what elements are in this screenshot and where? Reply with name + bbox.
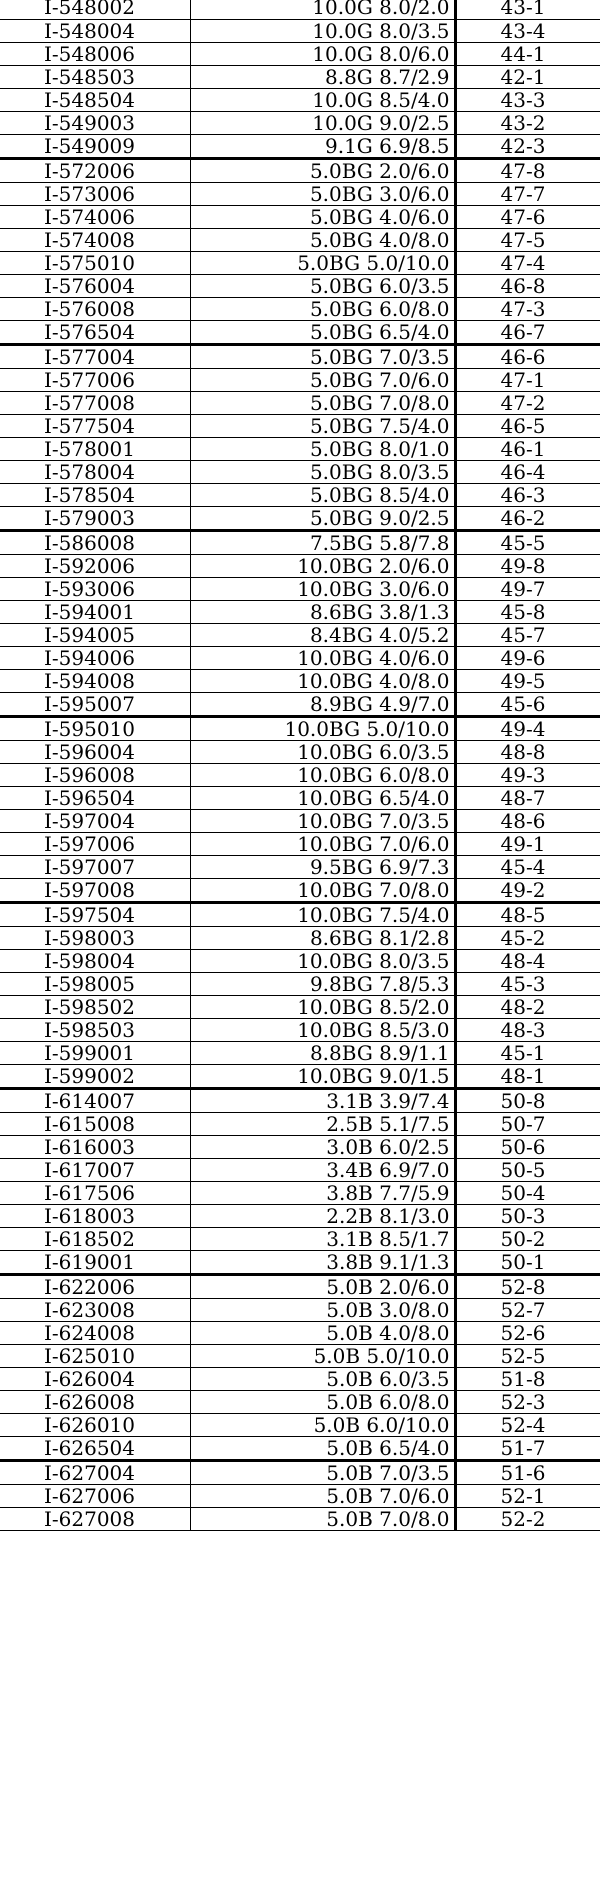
table-row <box>0 1088 600 1112</box>
munsell-notation-cell: 5.0BG 4.0/8.0 <box>190 228 455 251</box>
color-id-cell: I-626008 <box>0 1390 190 1413</box>
munsell-notation-cell: 9.1G 6.9/8.5 <box>190 134 455 158</box>
color-id-cell: I-577504 <box>0 414 190 437</box>
reference-code-cell: 48-5 <box>455 902 600 926</box>
table-row <box>0 786 600 809</box>
color-id-cell: I-626504 <box>0 1436 190 1460</box>
table-row <box>0 205 600 228</box>
munsell-notation-cell: 8.8G 8.7/2.9 <box>190 65 455 88</box>
reference-code-cell: 50-8 <box>455 1088 600 1112</box>
reference-code-cell: 52-8 <box>455 1274 600 1298</box>
munsell-notation-cell: 10.0BG 9.0/1.5 <box>190 1064 455 1088</box>
color-id-cell: I-548004 <box>0 19 190 42</box>
reference-code-cell: 51-6 <box>455 1460 600 1484</box>
reference-code-cell: 52-3 <box>455 1390 600 1413</box>
color-id-cell: I-594005 <box>0 623 190 646</box>
color-id-cell: I-586008 <box>0 530 190 554</box>
color-id-cell: I-578001 <box>0 437 190 460</box>
color-id-cell: I-548006 <box>0 42 190 65</box>
table-row <box>0 832 600 855</box>
color-id-cell: I-597007 <box>0 855 190 878</box>
table-row <box>0 1250 600 1274</box>
reference-code-cell: 48-1 <box>455 1064 600 1088</box>
table-row <box>0 0 600 19</box>
table-row <box>0 646 600 669</box>
color-id-cell: I-619001 <box>0 1250 190 1274</box>
reference-code-cell: 47-2 <box>455 391 600 414</box>
table-row <box>0 995 600 1018</box>
munsell-notation-cell: 3.4B 6.9/7.0 <box>190 1158 455 1181</box>
reference-code-cell: 50-2 <box>455 1227 600 1250</box>
munsell-notation-cell: 5.0BG 7.0/3.5 <box>190 344 455 368</box>
munsell-notation-cell: 5.0BG 9.0/2.5 <box>190 506 455 530</box>
table-row <box>0 600 600 623</box>
table-row <box>0 297 600 320</box>
table-row <box>0 1413 600 1436</box>
reference-code-cell: 51-7 <box>455 1436 600 1460</box>
reference-code-cell: 47-7 <box>455 182 600 205</box>
munsell-notation-cell: 10.0BG 7.0/8.0 <box>190 878 455 902</box>
color-id-cell: I-618003 <box>0 1204 190 1227</box>
reference-code-cell: 48-6 <box>455 809 600 832</box>
reference-code-cell: 45-1 <box>455 1041 600 1064</box>
color-id-cell: I-624008 <box>0 1321 190 1344</box>
color-id-cell: I-596008 <box>0 763 190 786</box>
table-row <box>0 483 600 506</box>
reference-code-cell: 49-3 <box>455 763 600 786</box>
color-id-cell: I-617007 <box>0 1158 190 1181</box>
table-row <box>0 577 600 600</box>
color-id-cell: I-616003 <box>0 1135 190 1158</box>
table-row <box>0 228 600 251</box>
table-row <box>0 460 600 483</box>
table-row <box>0 506 600 530</box>
reference-code-cell: 48-2 <box>455 995 600 1018</box>
color-id-cell: I-592006 <box>0 554 190 577</box>
reference-code-cell: 43-3 <box>455 88 600 111</box>
munsell-notation-cell: 10.0G 8.5/4.0 <box>190 88 455 111</box>
munsell-notation-cell: 3.1B 8.5/1.7 <box>190 1227 455 1250</box>
munsell-notation-cell: 5.0BG 8.0/3.5 <box>190 460 455 483</box>
table-row <box>0 344 600 368</box>
reference-code-cell: 48-4 <box>455 949 600 972</box>
color-id-cell: I-578004 <box>0 460 190 483</box>
reference-code-cell: 52-6 <box>455 1321 600 1344</box>
reference-code-cell: 45-8 <box>455 600 600 623</box>
munsell-notation-cell: 10.0G 9.0/2.5 <box>190 111 455 134</box>
table-row <box>0 1112 600 1135</box>
reference-code-cell: 47-5 <box>455 228 600 251</box>
table-row <box>0 158 600 182</box>
table-row <box>0 716 600 740</box>
color-id-cell: I-577006 <box>0 368 190 391</box>
reference-code-cell: 50-3 <box>455 1204 600 1227</box>
color-id-cell: I-598502 <box>0 995 190 1018</box>
munsell-notation-cell: 3.1B 3.9/7.4 <box>190 1088 455 1112</box>
munsell-notation-cell: 5.0B 6.0/8.0 <box>190 1390 455 1413</box>
munsell-notation-cell: 10.0BG 7.0/6.0 <box>190 832 455 855</box>
reference-code-cell: 49-8 <box>455 554 600 577</box>
table-row <box>0 1064 600 1088</box>
color-id-cell: I-577004 <box>0 344 190 368</box>
table-row <box>0 692 600 716</box>
table-row <box>0 1204 600 1227</box>
table-row <box>0 1041 600 1064</box>
reference-code-cell: 52-2 <box>455 1507 600 1530</box>
table-row <box>0 1274 600 1298</box>
table-row <box>0 1227 600 1250</box>
color-id-cell: I-572006 <box>0 158 190 182</box>
reference-code-cell: 52-7 <box>455 1298 600 1321</box>
color-id-cell: I-596504 <box>0 786 190 809</box>
color-id-cell: I-574006 <box>0 205 190 228</box>
color-id-cell: I-615008 <box>0 1112 190 1135</box>
munsell-notation-cell: 5.0BG 5.0/10.0 <box>190 251 455 274</box>
reference-code-cell: 48-7 <box>455 786 600 809</box>
reference-code-cell: 49-4 <box>455 716 600 740</box>
munsell-notation-cell: 10.0BG 3.0/6.0 <box>190 577 455 600</box>
munsell-notation-cell: 5.0B 6.0/10.0 <box>190 1413 455 1436</box>
table-row <box>0 320 600 344</box>
color-id-cell: I-576504 <box>0 320 190 344</box>
color-id-cell: I-594006 <box>0 646 190 669</box>
table-row <box>0 1158 600 1181</box>
color-id-cell: I-599001 <box>0 1041 190 1064</box>
table-row <box>0 88 600 111</box>
munsell-notation-cell: 10.0BG 5.0/10.0 <box>190 716 455 740</box>
reference-code-cell: 45-2 <box>455 926 600 949</box>
munsell-notation-cell: 3.8B 7.7/5.9 <box>190 1181 455 1204</box>
color-id-cell: I-623008 <box>0 1298 190 1321</box>
table-row <box>0 1460 600 1484</box>
munsell-notation-cell: 7.5BG 5.8/7.8 <box>190 530 455 554</box>
table-row <box>0 134 600 158</box>
reference-code-cell: 48-3 <box>455 1018 600 1041</box>
munsell-notation-cell: 5.0BG 7.5/4.0 <box>190 414 455 437</box>
table-row <box>0 1507 600 1530</box>
munsell-notation-cell: 10.0G 8.0/6.0 <box>190 42 455 65</box>
color-id-cell: I-597008 <box>0 878 190 902</box>
color-id-cell: I-599002 <box>0 1064 190 1088</box>
color-id-cell: I-627008 <box>0 1507 190 1530</box>
table-row <box>0 809 600 832</box>
reference-code-cell: 50-4 <box>455 1181 600 1204</box>
munsell-notation-cell: 8.8BG 8.9/1.1 <box>190 1041 455 1064</box>
color-id-cell: I-548503 <box>0 65 190 88</box>
table-row <box>0 42 600 65</box>
reference-code-cell: 49-6 <box>455 646 600 669</box>
table-row <box>0 1135 600 1158</box>
reference-code-cell: 47-6 <box>455 205 600 228</box>
color-id-cell: I-614007 <box>0 1088 190 1112</box>
color-id-cell: I-549003 <box>0 111 190 134</box>
reference-code-cell: 43-4 <box>455 19 600 42</box>
table-row <box>0 855 600 878</box>
munsell-notation-cell: 5.0B 7.0/8.0 <box>190 1507 455 1530</box>
table-row <box>0 623 600 646</box>
table-row <box>0 669 600 692</box>
reference-code-cell: 47-3 <box>455 297 600 320</box>
table-row <box>0 1321 600 1344</box>
reference-code-cell: 45-5 <box>455 530 600 554</box>
color-id-cell: I-598003 <box>0 926 190 949</box>
munsell-notation-cell: 10.0BG 8.0/3.5 <box>190 949 455 972</box>
reference-code-cell: 47-8 <box>455 158 600 182</box>
munsell-notation-cell: 10.0BG 2.0/6.0 <box>190 554 455 577</box>
table-row <box>0 65 600 88</box>
table-row <box>0 368 600 391</box>
reference-code-cell: 46-6 <box>455 344 600 368</box>
munsell-notation-cell: 8.6BG 3.8/1.3 <box>190 600 455 623</box>
reference-code-cell: 45-4 <box>455 855 600 878</box>
munsell-notation-cell: 5.0B 6.0/3.5 <box>190 1367 455 1390</box>
color-id-cell: I-549009 <box>0 134 190 158</box>
color-id-cell: I-548002 <box>0 0 190 19</box>
reference-code-cell: 45-7 <box>455 623 600 646</box>
color-id-cell: I-594001 <box>0 600 190 623</box>
munsell-notation-cell: 5.0BG 8.5/4.0 <box>190 483 455 506</box>
table-row <box>0 972 600 995</box>
reference-code-cell: 46-8 <box>455 274 600 297</box>
reference-code-cell: 46-7 <box>455 320 600 344</box>
color-id-cell: I-598004 <box>0 949 190 972</box>
table-row <box>0 251 600 274</box>
table-row <box>0 111 600 134</box>
munsell-notation-cell: 10.0G 8.0/2.0 <box>190 0 455 19</box>
color-id-cell: I-578504 <box>0 483 190 506</box>
munsell-notation-cell: 8.9BG 4.9/7.0 <box>190 692 455 716</box>
reference-code-cell: 49-2 <box>455 878 600 902</box>
color-id-cell: I-626004 <box>0 1367 190 1390</box>
munsell-notation-cell: 5.0B 3.0/8.0 <box>190 1298 455 1321</box>
table-row <box>0 902 600 926</box>
munsell-notation-cell: 5.0BG 6.5/4.0 <box>190 320 455 344</box>
munsell-notation-cell: 10.0BG 6.5/4.0 <box>190 786 455 809</box>
color-id-cell: I-622006 <box>0 1274 190 1298</box>
color-id-cell: I-577008 <box>0 391 190 414</box>
color-id-cell: I-593006 <box>0 577 190 600</box>
color-id-cell: I-576004 <box>0 274 190 297</box>
color-id-cell: I-598005 <box>0 972 190 995</box>
table-row <box>0 19 600 42</box>
table-row <box>0 763 600 786</box>
color-id-cell: I-627004 <box>0 1460 190 1484</box>
reference-code-cell: 52-1 <box>455 1484 600 1507</box>
color-id-cell: I-576008 <box>0 297 190 320</box>
reference-code-cell: 46-3 <box>455 483 600 506</box>
reference-code-cell: 50-7 <box>455 1112 600 1135</box>
munsell-notation-cell: 5.0BG 3.0/6.0 <box>190 182 455 205</box>
table-row <box>0 530 600 554</box>
reference-code-cell: 48-8 <box>455 740 600 763</box>
table-row <box>0 1390 600 1413</box>
color-id-cell: I-617506 <box>0 1181 190 1204</box>
reference-code-cell: 46-1 <box>455 437 600 460</box>
table-row <box>0 1344 600 1367</box>
munsell-notation-cell: 2.2B 8.1/3.0 <box>190 1204 455 1227</box>
color-id-cell: I-595010 <box>0 716 190 740</box>
munsell-notation-cell: 5.0B 4.0/8.0 <box>190 1321 455 1344</box>
color-id-cell: I-548504 <box>0 88 190 111</box>
table-row <box>0 949 600 972</box>
color-id-cell: I-598503 <box>0 1018 190 1041</box>
color-id-cell: I-618502 <box>0 1227 190 1250</box>
munsell-notation-cell: 5.0B 7.0/6.0 <box>190 1484 455 1507</box>
color-id-cell: I-625010 <box>0 1344 190 1367</box>
table-row <box>0 1436 600 1460</box>
reference-code-cell: 49-5 <box>455 669 600 692</box>
munsell-notation-cell: 5.0BG 4.0/6.0 <box>190 205 455 228</box>
table-row <box>0 1018 600 1041</box>
table-row <box>0 1367 600 1390</box>
reference-code-cell: 47-4 <box>455 251 600 274</box>
table-row <box>0 182 600 205</box>
munsell-notation-cell: 10.0G 8.0/3.5 <box>190 19 455 42</box>
munsell-notation-cell: 9.5BG 6.9/7.3 <box>190 855 455 878</box>
table-row <box>0 878 600 902</box>
color-id-cell: I-575010 <box>0 251 190 274</box>
munsell-notation-cell: 5.0BG 7.0/8.0 <box>190 391 455 414</box>
munsell-notation-cell: 5.0BG 6.0/8.0 <box>190 297 455 320</box>
reference-code-cell: 45-6 <box>455 692 600 716</box>
munsell-notation-cell: 10.0BG 8.5/2.0 <box>190 995 455 1018</box>
table-row <box>0 414 600 437</box>
reference-code-cell: 52-5 <box>455 1344 600 1367</box>
munsell-notation-cell: 10.0BG 4.0/6.0 <box>190 646 455 669</box>
munsell-notation-cell: 5.0BG 2.0/6.0 <box>190 158 455 182</box>
munsell-notation-cell: 5.0B 5.0/10.0 <box>190 1344 455 1367</box>
reference-code-cell: 50-6 <box>455 1135 600 1158</box>
munsell-notation-cell: 10.0BG 4.0/8.0 <box>190 669 455 692</box>
reference-code-cell: 46-5 <box>455 414 600 437</box>
munsell-notation-cell: 5.0B 6.5/4.0 <box>190 1436 455 1460</box>
color-id-cell: I-594008 <box>0 669 190 692</box>
reference-code-cell: 44-1 <box>455 42 600 65</box>
munsell-notation-cell: 5.0BG 8.0/1.0 <box>190 437 455 460</box>
reference-code-cell: 46-2 <box>455 506 600 530</box>
color-id-cell: I-573006 <box>0 182 190 205</box>
reference-code-cell: 49-7 <box>455 577 600 600</box>
table-row <box>0 554 600 577</box>
munsell-notation-cell: 5.0B 7.0/3.5 <box>190 1460 455 1484</box>
munsell-notation-cell: 5.0BG 7.0/6.0 <box>190 368 455 391</box>
color-id-cell: I-597004 <box>0 809 190 832</box>
reference-code-cell: 42-1 <box>455 65 600 88</box>
munsell-notation-cell: 2.5B 5.1/7.5 <box>190 1112 455 1135</box>
reference-code-cell: 47-1 <box>455 368 600 391</box>
color-id-cell: I-595007 <box>0 692 190 716</box>
munsell-notation-cell: 8.4BG 4.0/5.2 <box>190 623 455 646</box>
color-id-cell: I-596004 <box>0 740 190 763</box>
color-id-cell: I-597504 <box>0 902 190 926</box>
munsell-notation-cell: 10.0BG 8.5/3.0 <box>190 1018 455 1041</box>
munsell-notation-cell: 3.8B 9.1/1.3 <box>190 1250 455 1274</box>
table-row <box>0 1298 600 1321</box>
reference-code-cell: 45-3 <box>455 972 600 995</box>
munsell-notation-cell: 10.0BG 6.0/3.5 <box>190 740 455 763</box>
table-row <box>0 437 600 460</box>
color-id-cell: I-627006 <box>0 1484 190 1507</box>
table-row <box>0 740 600 763</box>
reference-code-cell: 52-4 <box>455 1413 600 1436</box>
munsell-notation-cell: 10.0BG 7.5/4.0 <box>190 902 455 926</box>
reference-code-cell: 51-8 <box>455 1367 600 1390</box>
reference-code-cell: 42-3 <box>455 134 600 158</box>
table-row <box>0 1484 600 1507</box>
table-row <box>0 926 600 949</box>
color-id-cell: I-626010 <box>0 1413 190 1436</box>
munsell-notation-cell: 9.8BG 7.8/5.3 <box>190 972 455 995</box>
reference-code-cell: 46-4 <box>455 460 600 483</box>
color-id-cell: I-574008 <box>0 228 190 251</box>
munsell-notation-cell: 8.6BG 8.1/2.8 <box>190 926 455 949</box>
reference-code-cell: 50-1 <box>455 1250 600 1274</box>
munsell-notation-cell: 5.0BG 6.0/3.5 <box>190 274 455 297</box>
reference-code-cell: 43-2 <box>455 111 600 134</box>
table-row <box>0 1181 600 1204</box>
reference-code-cell: 43-1 <box>455 0 600 19</box>
color-id-cell: I-597006 <box>0 832 190 855</box>
munsell-notation-cell: 10.0BG 6.0/8.0 <box>190 763 455 786</box>
reference-code-cell: 50-5 <box>455 1158 600 1181</box>
munsell-notation-cell: 10.0BG 7.0/3.5 <box>190 809 455 832</box>
munsell-notation-cell: 3.0B 6.0/2.5 <box>190 1135 455 1158</box>
reference-code-cell: 49-1 <box>455 832 600 855</box>
color-id-cell: I-579003 <box>0 506 190 530</box>
munsell-notation-cell: 5.0B 2.0/6.0 <box>190 1274 455 1298</box>
table-row <box>0 391 600 414</box>
table-row <box>0 274 600 297</box>
